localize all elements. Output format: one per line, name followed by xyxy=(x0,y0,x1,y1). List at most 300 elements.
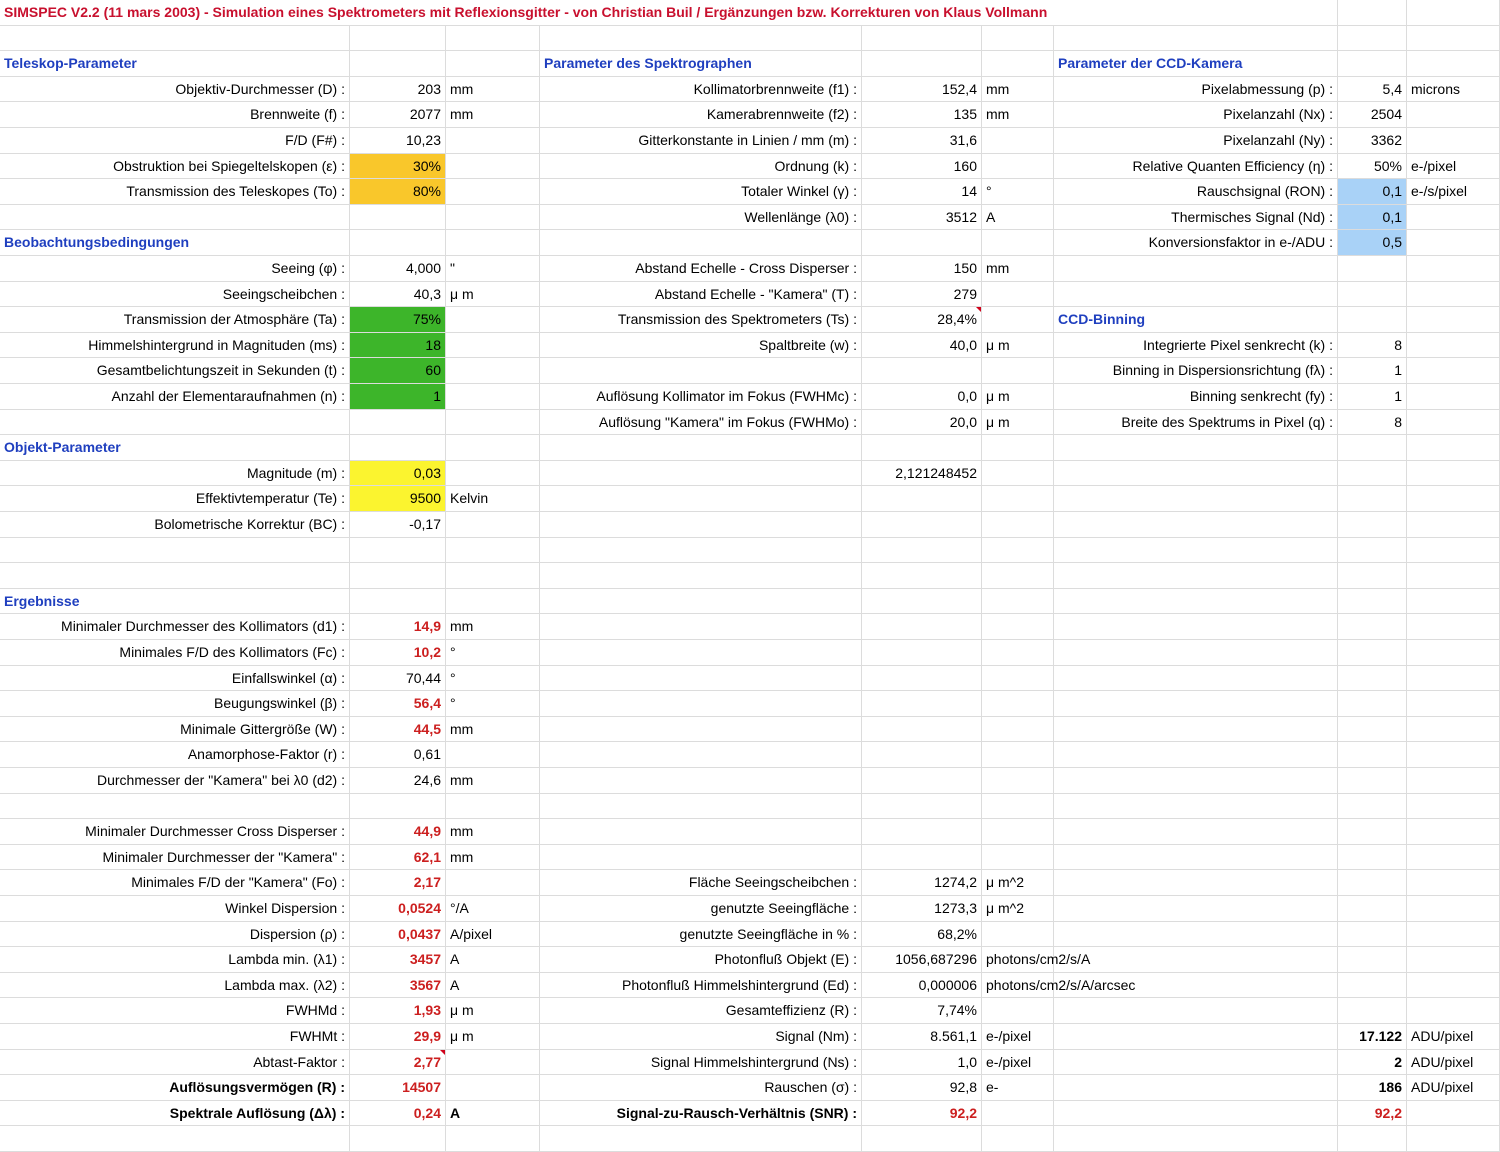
cell-empty[interactable] xyxy=(1407,870,1500,896)
cell-empty[interactable] xyxy=(1338,307,1407,333)
cell-empty[interactable] xyxy=(1054,512,1338,538)
value-cell[interactable]: -0,17 xyxy=(350,512,446,538)
cell-empty[interactable] xyxy=(350,563,446,589)
cell-empty[interactable] xyxy=(540,486,862,512)
cell-empty[interactable] xyxy=(862,51,982,77)
cell-empty[interactable] xyxy=(350,26,446,52)
param-label[interactable]: Signal Himmelshintergrund (Ns) : xyxy=(540,1050,862,1076)
cell-empty[interactable] xyxy=(982,768,1054,794)
cell-empty[interactable] xyxy=(862,742,982,768)
value-cell[interactable]: 2,17 xyxy=(350,870,446,896)
cell-empty[interactable] xyxy=(446,1075,540,1101)
cell-empty[interactable] xyxy=(540,717,862,743)
cell-empty[interactable] xyxy=(1407,896,1500,922)
cell-empty[interactable] xyxy=(1338,0,1407,26)
cell-empty[interactable] xyxy=(1338,768,1407,794)
value-cell[interactable]: 0,5 xyxy=(1338,230,1407,256)
cell-empty[interactable] xyxy=(1407,768,1500,794)
cell-empty[interactable] xyxy=(0,205,350,231)
cell-empty[interactable] xyxy=(1407,307,1500,333)
value-cell[interactable]: 0,1 xyxy=(1338,205,1407,231)
value-cell[interactable]: 152,4 xyxy=(862,77,982,103)
cell-empty[interactable] xyxy=(1407,486,1500,512)
cell-empty[interactable] xyxy=(1054,717,1338,743)
value-cell[interactable]: 1 xyxy=(1338,358,1407,384)
cell-empty[interactable] xyxy=(446,563,540,589)
value-cell[interactable]: 135 xyxy=(862,102,982,128)
param-label[interactable]: Pixelabmessung (p) : xyxy=(1054,77,1338,103)
cell-empty[interactable] xyxy=(1407,282,1500,308)
cell-empty[interactable] xyxy=(0,538,350,564)
param-label[interactable]: genutzte Seeingfläche in % : xyxy=(540,922,862,948)
cell-empty[interactable] xyxy=(446,410,540,436)
cell-empty[interactable] xyxy=(540,538,862,564)
param-label[interactable]: Rauschsignal (RON) : xyxy=(1054,179,1338,205)
cell-empty[interactable] xyxy=(446,538,540,564)
cell-empty[interactable] xyxy=(1054,282,1338,308)
param-label[interactable]: Transmission des Spektrometers (Ts) : xyxy=(540,307,862,333)
cell-empty[interactable] xyxy=(1338,691,1407,717)
cell-empty[interactable] xyxy=(982,1101,1054,1127)
value-cell[interactable]: 2504 xyxy=(1338,102,1407,128)
cell-empty[interactable] xyxy=(982,691,1054,717)
param-label[interactable]: Spektrale Auflösung (Δλ) : xyxy=(0,1101,350,1127)
param-label[interactable]: Abstand Echelle - "Kamera" (T) : xyxy=(540,282,862,308)
value-cell[interactable]: 31,6 xyxy=(862,128,982,154)
cell-empty[interactable] xyxy=(1407,563,1500,589)
cell-empty[interactable] xyxy=(1407,845,1500,871)
cell-empty[interactable] xyxy=(1407,26,1500,52)
unit-cell[interactable]: ADU/pixel xyxy=(1407,1024,1500,1050)
unit-cell[interactable]: Kelvin xyxy=(446,486,540,512)
section-header[interactable]: Objekt-Parameter xyxy=(0,435,350,461)
cell-empty[interactable] xyxy=(1054,1101,1338,1127)
cell-empty[interactable] xyxy=(1407,538,1500,564)
param-label[interactable]: Signal (Nm) : xyxy=(540,1024,862,1050)
cell-empty[interactable] xyxy=(1054,998,1338,1024)
param-label[interactable]: Anamorphose-Faktor (r) : xyxy=(0,742,350,768)
value-cell[interactable]: 150 xyxy=(862,256,982,282)
cell-empty[interactable] xyxy=(1054,768,1338,794)
param-label[interactable]: Abtast-Faktor : xyxy=(0,1050,350,1076)
cell-empty[interactable] xyxy=(446,384,540,410)
value-cell[interactable]: 62,1 xyxy=(350,845,446,871)
value-cell[interactable]: 1,0 xyxy=(862,1050,982,1076)
param-label[interactable]: Anzahl der Elementaraufnahmen (n) : xyxy=(0,384,350,410)
value-cell[interactable]: 2,77 xyxy=(350,1050,446,1076)
cell-empty[interactable] xyxy=(1338,794,1407,820)
cell-empty[interactable] xyxy=(540,691,862,717)
cell-empty[interactable] xyxy=(1054,947,1338,973)
cell-empty[interactable] xyxy=(982,154,1054,180)
value-cell[interactable]: 29,9 xyxy=(350,1024,446,1050)
unit-cell[interactable]: μ m xyxy=(446,998,540,1024)
comment-marker-icon[interactable] xyxy=(440,1050,445,1055)
cell-empty[interactable] xyxy=(862,563,982,589)
value-cell[interactable]: 1056,687296 xyxy=(862,947,982,973)
sheet-title[interactable]: SIMSPEC V2.2 (11 mars 2003) - Simulation eines Spektrometers mit Reflexionsgitter - von Christian Buil / Ergänzungen bzw. Korrekturen von Klaus Vollmann xyxy=(0,0,1338,26)
section-header[interactable]: CCD-Binning xyxy=(1054,307,1338,333)
cell-empty[interactable] xyxy=(540,512,862,538)
param-label[interactable]: Durchmesser der "Kamera" bei λ0 (d2) : xyxy=(0,768,350,794)
value-cell[interactable]: 92,8 xyxy=(862,1075,982,1101)
param-label[interactable]: Einfallswinkel (α) : xyxy=(0,666,350,692)
cell-empty[interactable] xyxy=(446,230,540,256)
value-cell[interactable]: 75% xyxy=(350,307,446,333)
param-label[interactable]: Transmission des Teleskopes (To) : xyxy=(0,179,350,205)
param-label[interactable]: Minimale Gittergröße (W) : xyxy=(0,717,350,743)
cell-empty[interactable] xyxy=(1054,1024,1338,1050)
cell-empty[interactable] xyxy=(982,563,1054,589)
cell-empty[interactable] xyxy=(540,358,862,384)
param-label[interactable]: Binning senkrecht (fy) : xyxy=(1054,384,1338,410)
section-header[interactable]: Teleskop-Parameter xyxy=(0,51,350,77)
unit-cell[interactable]: A xyxy=(982,205,1054,231)
unit-cell[interactable]: ° xyxy=(982,179,1054,205)
param-label[interactable]: Rauschen (σ) : xyxy=(540,1075,862,1101)
cell-empty[interactable] xyxy=(1407,973,1500,999)
cell-empty[interactable] xyxy=(862,538,982,564)
cell-empty[interactable] xyxy=(350,589,446,615)
cell-empty[interactable] xyxy=(1338,538,1407,564)
cell-empty[interactable] xyxy=(446,512,540,538)
cell-empty[interactable] xyxy=(1407,640,1500,666)
param-label[interactable]: Beugungswinkel (β) : xyxy=(0,691,350,717)
unit-cell[interactable]: microns xyxy=(1407,77,1500,103)
param-label[interactable]: Spaltbreite (w) : xyxy=(540,333,862,359)
cell-empty[interactable] xyxy=(862,666,982,692)
cell-empty[interactable] xyxy=(1407,589,1500,615)
param-label[interactable]: Kamerabrennweite (f2) : xyxy=(540,102,862,128)
cell-empty[interactable] xyxy=(0,563,350,589)
param-label[interactable]: Relative Quanten Efficiency (η) : xyxy=(1054,154,1338,180)
section-header[interactable]: Parameter der CCD-Kamera xyxy=(1054,51,1338,77)
value-cell[interactable]: 1273,3 xyxy=(862,896,982,922)
unit-cell[interactable]: mm xyxy=(446,102,540,128)
cell-empty[interactable] xyxy=(982,486,1054,512)
value-cell[interactable]: 0,000006 xyxy=(862,973,982,999)
param-label[interactable]: Pixelanzahl (Nx) : xyxy=(1054,102,1338,128)
cell-empty[interactable] xyxy=(982,358,1054,384)
value-cell[interactable]: 0,0 xyxy=(862,384,982,410)
cell-empty[interactable] xyxy=(446,179,540,205)
cell-empty[interactable] xyxy=(1338,1126,1407,1152)
value-cell[interactable]: 18 xyxy=(350,333,446,359)
unit-cell[interactable]: e-/pixel xyxy=(982,1050,1054,1076)
param-label[interactable]: Minimaler Durchmesser der "Kamera" : xyxy=(0,845,350,871)
cell-empty[interactable] xyxy=(982,717,1054,743)
cell-empty[interactable] xyxy=(446,742,540,768)
value-cell[interactable]: 0,1 xyxy=(1338,179,1407,205)
unit-cell[interactable]: μ m xyxy=(446,1024,540,1050)
cell-empty[interactable] xyxy=(1338,973,1407,999)
cell-empty[interactable] xyxy=(1338,512,1407,538)
cell-empty[interactable] xyxy=(446,461,540,487)
cell-empty[interactable] xyxy=(1054,742,1338,768)
cell-empty[interactable] xyxy=(446,26,540,52)
cell-empty[interactable] xyxy=(1407,691,1500,717)
cell-empty[interactable] xyxy=(862,486,982,512)
cell-empty[interactable] xyxy=(1054,666,1338,692)
value-cell[interactable]: 50% xyxy=(1338,154,1407,180)
unit-cell[interactable]: μ m^2 xyxy=(982,870,1054,896)
cell-empty[interactable] xyxy=(982,307,1054,333)
param-label[interactable]: Auflösung "Kamera" im Fokus (FWHMo) : xyxy=(540,410,862,436)
cell-empty[interactable] xyxy=(1407,461,1500,487)
value-cell[interactable]: 279 xyxy=(862,282,982,308)
cell-empty[interactable] xyxy=(862,512,982,538)
cell-empty[interactable] xyxy=(982,845,1054,871)
value-cell[interactable]: 3567 xyxy=(350,973,446,999)
cell-empty[interactable] xyxy=(1338,26,1407,52)
value-cell[interactable]: 68,2% xyxy=(862,922,982,948)
value-cell[interactable]: 8 xyxy=(1338,410,1407,436)
unit-cell[interactable]: ADU/pixel xyxy=(1407,1075,1500,1101)
param-label[interactable]: Objektiv-Durchmesser (D) : xyxy=(0,77,350,103)
cell-empty[interactable] xyxy=(1338,256,1407,282)
cell-empty[interactable] xyxy=(1338,717,1407,743)
cell-empty[interactable] xyxy=(982,26,1054,52)
cell-empty[interactable] xyxy=(982,998,1054,1024)
param-label[interactable]: Gitterkonstante in Linien / mm (m) : xyxy=(540,128,862,154)
unit-cell[interactable]: ° xyxy=(446,640,540,666)
value-cell[interactable]: 28,4% xyxy=(862,307,982,333)
value-cell[interactable]: 0,0437 xyxy=(350,922,446,948)
value-cell[interactable]: 40,0 xyxy=(862,333,982,359)
cell-empty[interactable] xyxy=(982,666,1054,692)
param-label[interactable]: Pixelanzahl (Ny) : xyxy=(1054,128,1338,154)
param-label[interactable]: Ordnung (k) : xyxy=(540,154,862,180)
cell-empty[interactable] xyxy=(1054,589,1338,615)
unit-cell[interactable]: photons/cm2/s/A/arcsec xyxy=(982,973,1054,999)
cell-empty[interactable] xyxy=(1338,947,1407,973)
cell-empty[interactable] xyxy=(1054,922,1338,948)
param-label[interactable]: Minimales F/D der "Kamera" (Fo) : xyxy=(0,870,350,896)
cell-empty[interactable] xyxy=(0,794,350,820)
cell-empty[interactable] xyxy=(540,435,862,461)
cell-empty[interactable] xyxy=(1407,742,1500,768)
cell-empty[interactable] xyxy=(1054,691,1338,717)
cell-empty[interactable] xyxy=(1338,922,1407,948)
value-cell[interactable]: 0,61 xyxy=(350,742,446,768)
cell-empty[interactable] xyxy=(1407,998,1500,1024)
cell-empty[interactable] xyxy=(540,794,862,820)
param-label[interactable]: Binning in Dispersionsrichtung (fλ) : xyxy=(1054,358,1338,384)
value-cell[interactable]: 0,0524 xyxy=(350,896,446,922)
cell-empty[interactable] xyxy=(0,1126,350,1152)
value-cell[interactable]: 186 xyxy=(1338,1075,1407,1101)
value-cell[interactable]: 30% xyxy=(350,154,446,180)
cell-empty[interactable] xyxy=(862,614,982,640)
unit-cell[interactable]: " xyxy=(446,256,540,282)
value-cell[interactable]: 8.561,1 xyxy=(862,1024,982,1050)
param-label[interactable]: Seeingscheibchen : xyxy=(0,282,350,308)
param-label[interactable]: Winkel Dispersion : xyxy=(0,896,350,922)
cell-empty[interactable] xyxy=(0,26,350,52)
cell-empty[interactable] xyxy=(1407,614,1500,640)
cell-empty[interactable] xyxy=(862,1126,982,1152)
cell-empty[interactable] xyxy=(540,461,862,487)
cell-empty[interactable] xyxy=(1054,896,1338,922)
cell-empty[interactable] xyxy=(540,589,862,615)
cell-empty[interactable] xyxy=(1338,845,1407,871)
param-label[interactable]: Gesamteffizienz (R) : xyxy=(540,998,862,1024)
cell-empty[interactable] xyxy=(446,333,540,359)
cell-empty[interactable] xyxy=(1407,102,1500,128)
value-cell[interactable]: 203 xyxy=(350,77,446,103)
cell-empty[interactable] xyxy=(446,1126,540,1152)
param-label[interactable]: Himmelshintergrund in Magnituden (ms) : xyxy=(0,333,350,359)
value-cell[interactable]: 1 xyxy=(350,384,446,410)
cell-empty[interactable] xyxy=(350,1126,446,1152)
cell-empty[interactable] xyxy=(1407,128,1500,154)
param-label[interactable]: Photonfluß Objekt (E) : xyxy=(540,947,862,973)
cell-empty[interactable] xyxy=(1407,0,1500,26)
cell-empty[interactable] xyxy=(350,205,446,231)
cell-empty[interactable] xyxy=(982,512,1054,538)
value-cell[interactable]: 70,44 xyxy=(350,666,446,692)
unit-cell[interactable]: μ m xyxy=(446,282,540,308)
param-label[interactable]: Dispersion (ρ) : xyxy=(0,922,350,948)
cell-empty[interactable] xyxy=(1054,819,1338,845)
value-cell[interactable]: 44,9 xyxy=(350,819,446,845)
value-cell[interactable]: 2 xyxy=(1338,1050,1407,1076)
unit-cell[interactable]: e-/s/pixel xyxy=(1407,179,1500,205)
cell-empty[interactable] xyxy=(1054,486,1338,512)
value-cell[interactable]: 5,4 xyxy=(1338,77,1407,103)
cell-empty[interactable] xyxy=(982,640,1054,666)
unit-cell[interactable]: e-/pixel xyxy=(982,1024,1054,1050)
param-label[interactable]: Signal-zu-Rausch-Verhältnis (SNR) : xyxy=(540,1101,862,1127)
cell-empty[interactable] xyxy=(1338,51,1407,77)
unit-cell[interactable]: μ m^2 xyxy=(982,896,1054,922)
comment-marker-icon[interactable] xyxy=(976,307,981,312)
cell-empty[interactable] xyxy=(446,128,540,154)
unit-cell[interactable]: A xyxy=(446,1101,540,1127)
cell-empty[interactable] xyxy=(540,230,862,256)
unit-cell[interactable]: mm xyxy=(446,717,540,743)
value-cell[interactable]: 10,23 xyxy=(350,128,446,154)
unit-cell[interactable]: ADU/pixel xyxy=(1407,1050,1500,1076)
cell-empty[interactable] xyxy=(1054,794,1338,820)
cell-empty[interactable] xyxy=(1054,870,1338,896)
unit-cell[interactable]: μ m xyxy=(982,384,1054,410)
cell-empty[interactable] xyxy=(446,870,540,896)
cell-empty[interactable] xyxy=(862,691,982,717)
param-label[interactable]: Konversionsfaktor in e-/ADU : xyxy=(1054,230,1338,256)
cell-empty[interactable] xyxy=(982,282,1054,308)
cell-empty[interactable] xyxy=(540,614,862,640)
cell-empty[interactable] xyxy=(982,589,1054,615)
value-cell[interactable]: 44,5 xyxy=(350,717,446,743)
cell-empty[interactable] xyxy=(350,410,446,436)
param-label[interactable]: FWHMd : xyxy=(0,998,350,1024)
value-cell[interactable]: 0,03 xyxy=(350,461,446,487)
value-cell[interactable]: 3362 xyxy=(1338,128,1407,154)
cell-empty[interactable] xyxy=(1407,717,1500,743)
cell-empty[interactable] xyxy=(1338,998,1407,1024)
unit-cell[interactable]: A xyxy=(446,973,540,999)
param-label[interactable]: Kollimatorbrennweite (f1) : xyxy=(540,77,862,103)
cell-empty[interactable] xyxy=(1407,384,1500,410)
cell-empty[interactable] xyxy=(1338,563,1407,589)
cell-empty[interactable] xyxy=(540,819,862,845)
param-label[interactable]: Obstruktion bei Spiegeltelskopen (ε) : xyxy=(0,154,350,180)
unit-cell[interactable]: photons/cm2/s/A xyxy=(982,947,1054,973)
section-header[interactable]: Ergebnisse xyxy=(0,589,350,615)
cell-empty[interactable] xyxy=(1407,435,1500,461)
param-label[interactable]: Photonfluß Himmelshintergrund (Ed) : xyxy=(540,973,862,999)
param-label[interactable]: Auflösungsvermögen (R) : xyxy=(0,1075,350,1101)
param-label[interactable]: Minimaler Durchmesser Cross Disperser : xyxy=(0,819,350,845)
cell-empty[interactable] xyxy=(0,410,350,436)
cell-empty[interactable] xyxy=(446,358,540,384)
value-cell[interactable]: 1274,2 xyxy=(862,870,982,896)
param-label[interactable]: Seeing (φ) : xyxy=(0,256,350,282)
unit-cell[interactable]: mm xyxy=(446,819,540,845)
cell-empty[interactable] xyxy=(540,742,862,768)
value-cell[interactable]: 3457 xyxy=(350,947,446,973)
value-cell[interactable]: 20,0 xyxy=(862,410,982,436)
unit-cell[interactable]: mm xyxy=(446,845,540,871)
param-label[interactable]: Thermisches Signal (Nd) : xyxy=(1054,205,1338,231)
unit-cell[interactable]: μ m xyxy=(982,333,1054,359)
cell-empty[interactable] xyxy=(446,435,540,461)
cell-empty[interactable] xyxy=(1338,666,1407,692)
value-cell[interactable]: 2077 xyxy=(350,102,446,128)
cell-empty[interactable] xyxy=(1338,461,1407,487)
value-cell[interactable]: 14507 xyxy=(350,1075,446,1101)
value-cell[interactable]: 60 xyxy=(350,358,446,384)
cell-empty[interactable] xyxy=(446,307,540,333)
cell-empty[interactable] xyxy=(1054,640,1338,666)
cell-empty[interactable] xyxy=(540,640,862,666)
param-label[interactable]: Lambda min. (λ1) : xyxy=(0,947,350,973)
cell-empty[interactable] xyxy=(1054,614,1338,640)
cell-empty[interactable] xyxy=(350,435,446,461)
cell-empty[interactable] xyxy=(982,230,1054,256)
unit-cell[interactable]: A xyxy=(446,947,540,973)
value-cell[interactable]: 160 xyxy=(862,154,982,180)
value-cell[interactable]: 3512 xyxy=(862,205,982,231)
cell-empty[interactable] xyxy=(862,358,982,384)
unit-cell[interactable]: mm xyxy=(446,768,540,794)
cell-empty[interactable] xyxy=(1407,256,1500,282)
cell-empty[interactable] xyxy=(1054,256,1338,282)
cell-empty[interactable] xyxy=(1054,538,1338,564)
cell-empty[interactable] xyxy=(1338,589,1407,615)
cell-empty[interactable] xyxy=(446,205,540,231)
cell-empty[interactable] xyxy=(350,794,446,820)
param-label[interactable]: Wellenlänge (λ0) : xyxy=(540,205,862,231)
cell-empty[interactable] xyxy=(1338,640,1407,666)
cell-empty[interactable] xyxy=(1338,486,1407,512)
value-cell[interactable]: 7,74% xyxy=(862,998,982,1024)
cell-empty[interactable] xyxy=(862,640,982,666)
cell-empty[interactable] xyxy=(1054,461,1338,487)
value-cell[interactable]: 80% xyxy=(350,179,446,205)
section-header[interactable]: Beobachtungsbedingungen xyxy=(0,230,350,256)
cell-empty[interactable] xyxy=(540,1126,862,1152)
cell-empty[interactable] xyxy=(1338,819,1407,845)
cell-empty[interactable] xyxy=(1338,614,1407,640)
cell-empty[interactable] xyxy=(540,666,862,692)
value-cell[interactable]: 2,121248452 xyxy=(862,461,982,487)
cell-empty[interactable] xyxy=(350,230,446,256)
cell-empty[interactable] xyxy=(862,717,982,743)
param-label[interactable]: Totaler Winkel (γ) : xyxy=(540,179,862,205)
cell-empty[interactable] xyxy=(1407,512,1500,538)
